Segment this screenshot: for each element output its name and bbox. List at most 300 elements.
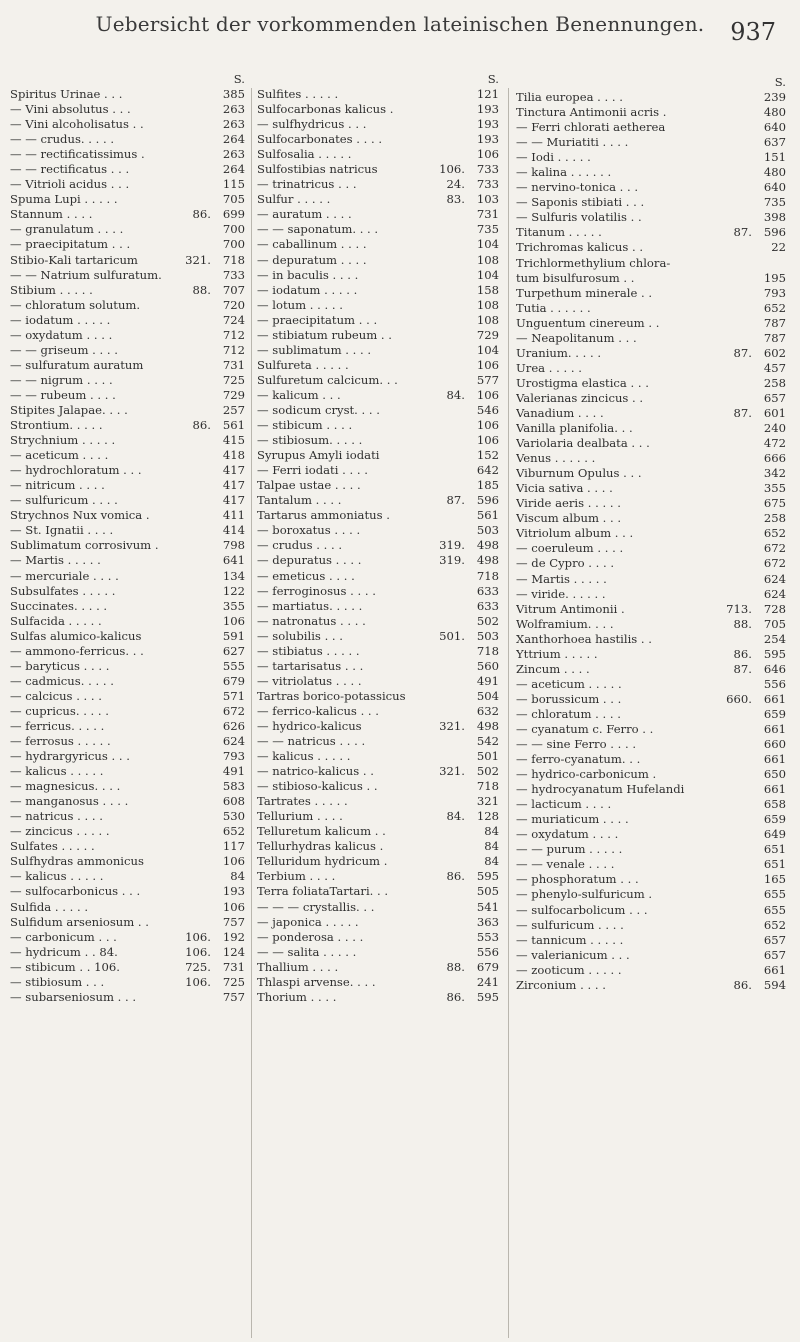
index-entry [257,629,499,644]
entry-page: 240 [763,421,786,436]
entry-page: 601 [763,405,786,420]
column-divider [508,88,509,1338]
index-entry [257,192,499,207]
entry-page: 108 [476,252,499,267]
entry-term: — — sine Ferro . . . . [516,737,637,752]
entry-page-secondary: 86. [192,207,211,222]
entry-term: — iodatum . . . . . [257,282,358,297]
entry-term: — — rectificatissimus . [10,147,145,162]
entry-term: — sulfuricum . . . . [516,917,624,932]
index-entry [516,617,786,632]
entry-term: — tartarisatus . . . [257,658,364,673]
index-entry [516,782,786,797]
entry-page: 385 [222,87,245,101]
entry-term: Stibium . . . . . [10,282,93,297]
entry-term: — japonica . . . . . [257,914,359,929]
entry-page: 731 [222,959,245,974]
entry-page: 556 [476,944,499,959]
entry-term: Urostigma elastica . . . [516,375,649,390]
entry-term: Sulfhydras ammonicus [10,854,144,869]
entry-page: 661 [763,691,786,706]
entry-page: 675 [763,496,786,511]
entry-page-secondary: 501. [439,628,465,643]
entry-term: Sublimatum corrosivum . [10,538,159,553]
index-entry [257,253,499,268]
entry-term: — sulfuricum . . . . [10,493,118,508]
entry-page: 571 [222,688,245,703]
entry-term: — phenylo-sulfuricum . [516,887,653,902]
entry-page: 591 [222,628,245,643]
index-entry [516,948,786,963]
index-entry [10,584,245,599]
entry-page: 672 [763,556,786,571]
entry-term: Sulfidum arseniosum . . [10,914,149,929]
entry-term: Sulfosalia . . . . . [257,147,352,162]
entry-page-secondary: 106. [185,944,211,959]
entry-term: — — saponatum. . . . [257,222,379,237]
entry-page: 652 [763,300,786,315]
entry-page: 793 [763,285,786,300]
entry-page: 658 [763,797,786,812]
entry-page: 546 [476,402,499,417]
index-entry [10,809,245,824]
entry-page: 104 [476,237,499,252]
index-entry [516,165,786,180]
index-entry [10,192,245,207]
entry-page: 108 [476,312,499,327]
entry-term: Sulfites . . . . . [257,87,339,101]
entry-term: — ammono-ferricus. . . [10,643,144,658]
index-entry [10,237,245,252]
entry-term: Sulfates . . . . . [10,839,95,854]
entry-page: 660 [763,737,786,752]
entry-page: 787 [763,330,786,345]
entry-term: Sulfostibias natricus [257,162,378,177]
index-entry [257,373,499,388]
index-entry [10,388,245,403]
entry-page: 108 [476,297,499,312]
entry-term: — valerianicum . . . [516,947,630,962]
entry-term: — — venale . . . . [516,857,615,872]
index-entry [516,722,786,737]
entry-term: — stibioso-kalicus . . [257,779,378,794]
entry-page: 632 [476,703,499,718]
entry-page-secondary: 86. [446,869,465,884]
entry-term: Terbium . . . . [257,869,336,884]
entry-page-secondary: 106. [185,974,211,989]
index-entry [257,569,499,584]
index-entry [10,960,245,975]
index-entry [10,418,245,433]
entry-term: Trichlormethylium chlora- [516,255,671,270]
entry-term: — auratum . . . . [257,207,352,222]
entry-term: Variolaria dealbata . . . [516,436,650,451]
entry-page: 729 [222,387,245,402]
entry-page: 491 [476,673,499,688]
entry-page: 718 [476,568,499,583]
entry-term: — hydricum . . 84. [10,944,118,959]
index-column-1 [10,72,245,1005]
entry-page: 661 [763,721,786,736]
entry-page: 728 [763,601,786,616]
entry-page: 646 [763,661,786,676]
entry-term: — Martis . . . . . [516,571,607,586]
index-entry [516,797,786,812]
entry-page: 596 [763,225,786,240]
entry-term: Tellurium . . . . [257,809,343,824]
entry-page: 117 [222,839,245,854]
entry-page: 624 [222,734,245,749]
index-entry [257,659,499,674]
entry-term: — — rectificatus . . . [10,162,130,177]
index-entry [516,647,786,662]
index-entry [516,812,786,827]
entry-page: 414 [222,523,245,538]
entry-page: 731 [222,357,245,372]
entry-page: 491 [222,764,245,779]
entry-term: — sulfuratum auratum [10,357,144,372]
entry-term: Zirconium . . . . [516,977,606,992]
entry-page: 134 [222,568,245,583]
index-entry [516,887,786,902]
entry-page: 594 [763,977,786,992]
entry-page-secondary: 660. [726,691,752,706]
entry-page: 637 [763,135,786,150]
index-entry [516,767,786,782]
index-entry [516,271,786,286]
entry-page: 705 [763,616,786,631]
index-entry [257,809,499,824]
entry-term: — subarseniosum . . . [10,989,137,1004]
entry-page: 257 [222,402,245,417]
column-head-label: S. [487,72,499,86]
index-entry [516,541,786,556]
entry-page-secondary: 87. [733,661,752,676]
entry-page: 712 [222,342,245,357]
index-entry [10,599,245,614]
index-entry [257,854,499,869]
column-head [10,72,245,87]
entry-page: 652 [763,917,786,932]
index-entry [10,448,245,463]
entry-term: — Neapolitanum . . . [516,330,637,345]
entry-page-secondary: 319. [439,538,465,553]
entry-term: Xanthorhoea hastilis . . [516,631,652,646]
index-entry [10,975,245,990]
entry-page: 106 [476,433,499,448]
entry-page: 193 [476,102,499,117]
entry-term: Stibio-Kali tartaricum [10,252,138,267]
entry-page: 556 [763,676,786,691]
entry-term: — praecipitatum . . . [10,237,131,252]
index-entry [516,918,786,933]
index-entry [257,222,499,237]
entry-term: — ferricus. . . . . [10,718,105,733]
entry-term: — ferrosus . . . . . [10,734,111,749]
entry-page: 595 [476,989,499,1004]
entry-term: — lotum . . . . . [257,297,343,312]
entry-term: — — rubeum . . . . [10,387,116,402]
entry-page: 700 [222,237,245,252]
index-entry [257,704,499,719]
entry-term: Tartrates . . . . . [257,794,348,809]
entry-page-secondary: 86. [446,989,465,1004]
entry-page: 115 [222,177,245,192]
entry-term: — manganosus . . . . [10,794,129,809]
index-entry [257,117,499,132]
entry-term: — sublimatum . . . . [257,342,372,357]
entry-page-secondary: 106. [185,929,211,944]
entry-term: Telluretum kalicum . . [257,824,386,839]
index-entry [257,915,499,930]
index-entry [257,132,499,147]
entry-term: Syrupus Amyli iodati [257,448,380,463]
index-entry [257,418,499,433]
entry-page-secondary: 88. [446,959,465,974]
entry-term: Tellurhydras kalicus . [257,839,384,854]
index-entry [10,463,245,478]
entry-term: — calcicus . . . . [10,688,102,703]
index-entry [257,734,499,749]
index-entry [10,674,245,689]
index-entry [10,900,245,915]
entry-page-secondary: 83. [446,192,465,207]
index-entry [257,102,499,117]
index-entry [10,403,245,418]
entry-term: Yttrium . . . . . [516,646,598,661]
index-entry [10,508,245,523]
index-entry [10,854,245,869]
entry-page: 258 [763,375,786,390]
index-entry [516,120,786,135]
entry-page-secondary: 321. [185,252,211,267]
entry-page: 733 [222,267,245,282]
index-entry [516,286,786,301]
entry-term: — sodicum cryst. . . . [257,402,380,417]
entry-page: 542 [476,734,499,749]
index-entry [516,225,786,240]
entry-page-secondary: 725. [185,959,211,974]
entry-term: Sulfida . . . . . [10,899,89,914]
entry-page: 398 [763,210,786,225]
index-entry [516,933,786,948]
index-entry [10,659,245,674]
entry-term: — cadmicus. . . . . [10,673,114,688]
entry-page: 418 [222,448,245,463]
entry-term: — stibiatus . . . . . [257,643,360,658]
index-entry [516,90,786,105]
entry-term: — Ferri chlorati aetherea [516,120,666,135]
entry-term: — iodatum . . . . . [10,312,111,327]
entry-term: Tartras borico-potassicus [257,688,406,703]
entry-term: — stibicum . . . . [257,418,353,433]
entry-term: — mercuriale . . . . [10,568,119,583]
index-entry [516,707,786,722]
entry-page-secondary: 88. [192,282,211,297]
index-entry [10,719,245,734]
index-entry [257,930,499,945]
entry-page: 263 [222,102,245,117]
entry-term: — stibicum . . 106. [10,959,120,974]
index-entry [10,102,245,117]
index-entry [516,677,786,692]
entry-page: 651 [763,842,786,857]
entry-page: 417 [222,463,245,478]
entry-term: — ferro-cyanatum. . . [516,752,641,767]
entry-page: 640 [763,180,786,195]
entry-page-secondary: 84. [446,809,465,824]
index-entry [10,915,245,930]
running-title: Uebersicht der vorkommenden lateinischen Benennungen. [95,12,705,36]
index-entry [516,150,786,165]
index-entry [516,978,786,993]
entry-term: — kalicus . . . . . [10,869,104,884]
entry-page: 712 [222,327,245,342]
index-entry [10,268,245,283]
entry-term: — in baculis . . . . [257,267,359,282]
entry-page: 608 [222,794,245,809]
index-entry [257,614,499,629]
entry-page-secondary: 87. [446,493,465,508]
entry-page-secondary: 87. [733,405,752,420]
entry-page: 106 [222,854,245,869]
index-entry [257,794,499,809]
entry-term: Sulfacida . . . . . [10,613,102,628]
entry-term: Vanadium . . . . [516,405,604,420]
entry-term: — viride. . . . . . [516,586,606,601]
index-entry [257,207,499,222]
entry-term: — — salita . . . . . [257,944,357,959]
entry-term: Vitriolum album . . . [516,526,634,541]
entry-term: — Ferri iodati . . . . [257,463,368,478]
entry-page: 264 [222,162,245,177]
entry-page: 106 [476,357,499,372]
index-entry [10,779,245,794]
index-entry [10,945,245,960]
index-entry [257,87,499,102]
entry-term: — Saponis stibiati . . . [516,195,645,210]
entry-term: Sulfocarbonas kalicus . [257,102,394,117]
entry-page: 193 [476,132,499,147]
index-entry [257,749,499,764]
index-entry [516,210,786,225]
entry-page: 504 [476,688,499,703]
entry-page: 657 [763,947,786,962]
entry-term: Titanum . . . . . [516,225,602,240]
entry-page: 106 [222,899,245,914]
index-entry [10,493,245,508]
entry-term: — ferroginosus . . . . [257,583,376,598]
entry-page: 152 [476,448,499,463]
index-entry [257,147,499,162]
index-entry [257,343,499,358]
entry-term: Spuma Lupi . . . . . [10,192,118,207]
entry-page: 735 [763,195,786,210]
entry-term: Viscum album . . . [516,511,622,526]
entry-term: — aceticum . . . . . [516,676,622,691]
entry-term: — natronatus . . . . [257,613,366,628]
index-entry [10,162,245,177]
entry-term: — sulfocarbonicus . . . [10,884,141,899]
entry-page: 731 [476,207,499,222]
index-entry [257,764,499,779]
entry-page: 655 [763,902,786,917]
entry-term: — aceticum . . . . [10,448,109,463]
entry-term: Spiritus Urinae . . . [10,87,123,101]
entry-term: — chloratum . . . . [516,706,621,721]
entry-term: Terra foliataTartari. . . [257,884,389,899]
entry-term: — oxydatum . . . . [516,827,619,842]
entry-page: 321 [476,794,499,809]
entry-page: 241 [476,974,499,989]
entry-page: 195 [763,270,786,285]
index-entry [257,644,499,659]
entry-page: 661 [763,752,786,767]
entry-page: 193 [476,117,499,132]
entry-term: Stannum . . . . [10,207,93,222]
index-entry [516,572,786,587]
entry-term: — — purum . . . . . [516,842,623,857]
entry-term: — coeruleum . . . . [516,541,624,556]
entry-term: — vitriolatus . . . . [257,673,362,688]
entry-page: 457 [763,360,786,375]
entry-page: 502 [476,764,499,779]
entry-page: 106 [476,387,499,402]
entry-page: 498 [476,538,499,553]
index-entry [10,869,245,884]
index-column-2 [257,72,499,1005]
index-entry [257,584,499,599]
index-entry [10,177,245,192]
entry-term: — hydrico-kalicus [257,718,362,733]
entry-page: 121 [476,87,499,101]
index-entry [516,842,786,857]
entry-page: 657 [763,932,786,947]
index-entry [10,328,245,343]
entry-page: 735 [476,222,499,237]
entry-term: — trinatricus . . . [257,177,357,192]
index-entry [10,930,245,945]
entry-page-secondary: 713. [726,601,752,616]
entry-term: — depuratum . . . . [257,252,367,267]
index-entry [257,177,499,192]
entry-page: 705 [222,192,245,207]
index-entry [10,117,245,132]
entry-term: Sulfas alumico-kalicus [10,628,142,643]
entry-page: 106 [222,613,245,628]
index-entry [10,373,245,388]
entry-term: Uranium. . . . . [516,345,602,360]
entry-page: 672 [763,541,786,556]
entry-page: 659 [763,812,786,827]
index-entry [10,734,245,749]
entry-page: 502 [476,613,499,628]
entry-term: — baryticus . . . . [10,658,110,673]
entry-page: 104 [476,342,499,357]
column-head [257,72,499,87]
entry-page: 165 [763,872,786,887]
index-entry [257,779,499,794]
entry-page: 718 [222,252,245,267]
entry-page: 595 [763,646,786,661]
entry-term: — nitricum . . . . [10,478,105,493]
entry-page: 553 [476,929,499,944]
entry-page: 122 [222,583,245,598]
entry-page: 652 [222,824,245,839]
entry-term: — kalicus . . . . . [257,749,351,764]
entry-page: 707 [222,282,245,297]
index-entry [257,689,499,704]
